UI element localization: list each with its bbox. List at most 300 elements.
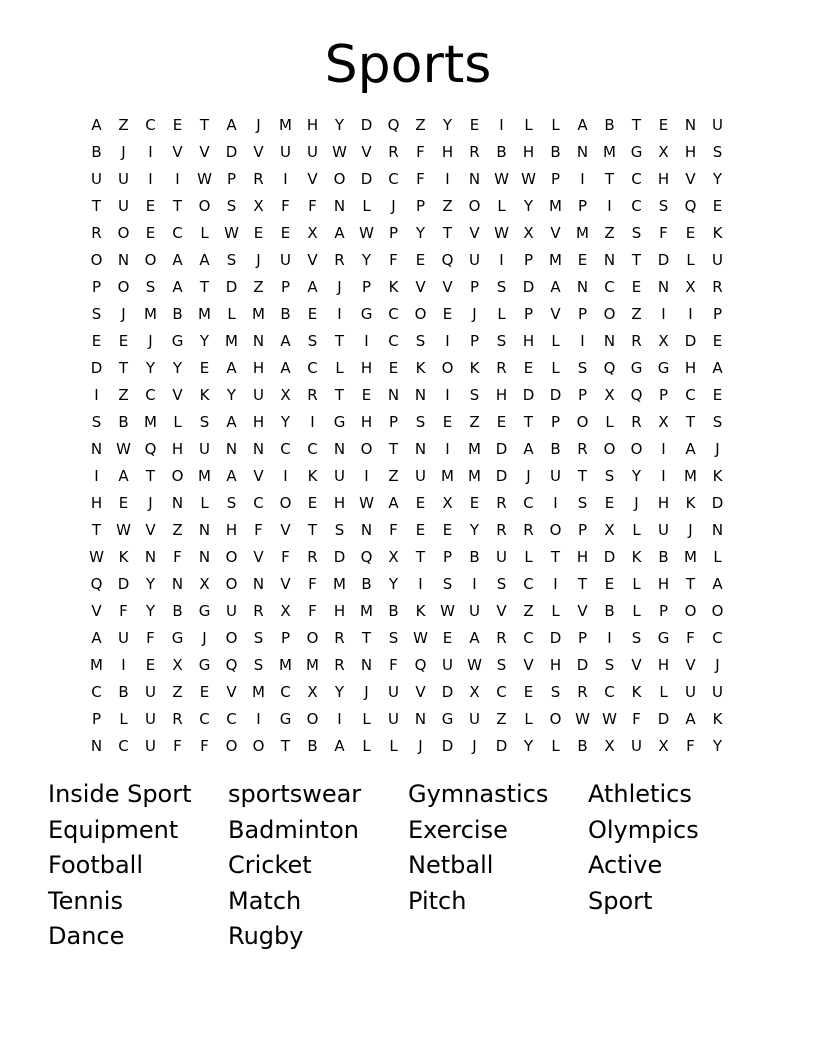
grid-letter[interactable]: I xyxy=(499,116,504,134)
grid-letter[interactable]: H xyxy=(684,359,697,377)
grid-letter[interactable]: R xyxy=(577,440,588,458)
grid-letter[interactable]: E xyxy=(712,386,723,404)
grid-letter[interactable]: X xyxy=(469,683,480,701)
grid-letter[interactable]: T xyxy=(199,278,210,296)
grid-letter[interactable]: X xyxy=(658,332,669,350)
grid-letter[interactable]: T xyxy=(631,251,642,269)
grid-letter[interactable]: B xyxy=(658,548,669,566)
grid-letter[interactable]: L xyxy=(200,224,209,242)
grid-letter[interactable]: B xyxy=(307,737,318,755)
grid-letter[interactable]: O xyxy=(603,305,616,323)
grid-letter[interactable]: V xyxy=(280,521,291,539)
grid-letter[interactable]: N xyxy=(144,548,157,566)
grid-letter[interactable]: P xyxy=(658,386,669,404)
grid-letter[interactable]: C xyxy=(523,629,534,647)
grid-letter[interactable]: F xyxy=(416,170,425,188)
grid-letter[interactable]: V xyxy=(253,548,264,566)
grid-letter[interactable]: I xyxy=(364,332,369,350)
grid-letter[interactable]: Y xyxy=(631,467,642,485)
grid-letter[interactable]: Z xyxy=(118,116,129,134)
grid-letter[interactable]: E xyxy=(361,386,372,404)
grid-letter[interactable]: M xyxy=(576,224,589,242)
grid-letter[interactable]: Q xyxy=(387,116,400,134)
grid-letter[interactable]: U xyxy=(685,683,696,701)
grid-letter[interactable]: L xyxy=(551,602,560,620)
grid-letter[interactable]: C xyxy=(226,710,237,728)
grid-letter[interactable]: A xyxy=(577,116,588,134)
grid-letter[interactable]: T xyxy=(118,359,129,377)
grid-letter[interactable]: C xyxy=(145,116,156,134)
grid-letter[interactable]: R xyxy=(523,521,534,539)
grid-letter[interactable]: D xyxy=(117,575,130,593)
grid-letter[interactable]: C xyxy=(523,575,534,593)
grid-letter[interactable]: M xyxy=(225,332,238,350)
grid-letter[interactable]: C xyxy=(388,305,399,323)
grid-letter[interactable]: Y xyxy=(334,116,345,134)
grid-letter[interactable]: P xyxy=(280,278,291,296)
grid-letter[interactable]: I xyxy=(283,170,288,188)
grid-letter[interactable]: T xyxy=(361,629,372,647)
grid-letter[interactable]: S xyxy=(631,629,642,647)
grid-letter[interactable]: S xyxy=(442,575,453,593)
grid-letter[interactable]: Y xyxy=(226,386,237,404)
grid-letter[interactable]: J xyxy=(526,467,531,485)
grid-letter[interactable]: B xyxy=(577,737,588,755)
grid-letter[interactable]: N xyxy=(117,251,130,269)
grid-letter[interactable]: J xyxy=(418,737,423,755)
grid-letter[interactable]: H xyxy=(657,170,670,188)
grid-letter[interactable]: P xyxy=(523,305,534,323)
grid-letter[interactable]: T xyxy=(442,224,453,242)
grid-letter[interactable]: S xyxy=(577,359,588,377)
grid-letter[interactable]: K xyxy=(388,278,399,296)
grid-letter[interactable]: V xyxy=(280,575,291,593)
grid-letter[interactable]: K xyxy=(631,683,642,701)
grid-letter[interactable]: O xyxy=(279,494,292,512)
grid-letter[interactable]: S xyxy=(226,251,237,269)
grid-letter[interactable]: I xyxy=(553,494,558,512)
grid-letter[interactable]: J xyxy=(715,656,720,674)
grid-letter[interactable]: R xyxy=(307,386,318,404)
grid-letter[interactable]: E xyxy=(685,224,696,242)
grid-letter[interactable]: S xyxy=(145,278,156,296)
grid-letter[interactable]: V xyxy=(550,224,561,242)
grid-letter[interactable]: I xyxy=(364,467,369,485)
grid-letter[interactable]: N xyxy=(603,251,616,269)
grid-letter[interactable]: P xyxy=(226,170,237,188)
grid-letter[interactable]: A xyxy=(469,629,480,647)
grid-letter[interactable]: O xyxy=(225,575,238,593)
grid-letter[interactable]: E xyxy=(631,278,642,296)
grid-letter[interactable]: R xyxy=(496,629,507,647)
grid-letter[interactable]: J xyxy=(256,116,261,134)
grid-letter[interactable]: I xyxy=(580,332,585,350)
grid-letter[interactable]: N xyxy=(414,386,427,404)
grid-letter[interactable]: O xyxy=(117,278,130,296)
grid-letter[interactable]: M xyxy=(90,656,103,674)
grid-letter[interactable]: S xyxy=(253,656,264,674)
grid-letter[interactable]: N xyxy=(333,440,346,458)
grid-letter[interactable]: B xyxy=(604,116,615,134)
grid-letter[interactable]: O xyxy=(117,224,130,242)
grid-letter[interactable]: D xyxy=(522,386,535,404)
grid-letter[interactable]: Y xyxy=(442,116,453,134)
grid-letter[interactable]: F xyxy=(200,737,209,755)
grid-letter[interactable]: Y xyxy=(415,224,426,242)
grid-letter[interactable]: B xyxy=(91,143,102,161)
grid-letter[interactable]: Z xyxy=(469,413,480,431)
grid-letter[interactable]: N xyxy=(171,494,184,512)
grid-letter[interactable]: F xyxy=(308,602,317,620)
grid-letter[interactable]: F xyxy=(308,197,317,215)
grid-letter[interactable]: L xyxy=(524,116,533,134)
grid-letter[interactable]: O xyxy=(225,629,238,647)
grid-letter[interactable]: L xyxy=(497,305,506,323)
grid-letter[interactable]: Z xyxy=(172,683,183,701)
grid-letter[interactable]: T xyxy=(685,413,696,431)
grid-letter[interactable]: P xyxy=(361,278,372,296)
grid-letter[interactable]: E xyxy=(199,359,210,377)
grid-letter[interactable]: D xyxy=(711,494,724,512)
grid-letter[interactable]: X xyxy=(604,386,615,404)
grid-letter[interactable]: U xyxy=(550,467,561,485)
grid-letter[interactable]: S xyxy=(550,683,561,701)
grid-letter[interactable]: V xyxy=(442,278,453,296)
grid-letter[interactable]: I xyxy=(175,170,180,188)
grid-letter[interactable]: V xyxy=(685,656,696,674)
grid-letter[interactable]: D xyxy=(684,332,697,350)
grid-letter[interactable]: E xyxy=(118,332,129,350)
grid-letter[interactable]: L xyxy=(389,737,398,755)
grid-letter[interactable]: S xyxy=(631,224,642,242)
grid-letter[interactable]: J xyxy=(337,278,342,296)
grid-letter[interactable]: F xyxy=(389,521,398,539)
grid-letter[interactable]: B xyxy=(172,305,183,323)
grid-letter[interactable]: H xyxy=(441,143,454,161)
grid-letter[interactable]: I xyxy=(94,386,99,404)
grid-letter[interactable]: E xyxy=(442,413,453,431)
grid-letter[interactable]: I xyxy=(580,170,585,188)
grid-letter[interactable]: R xyxy=(496,494,507,512)
grid-letter[interactable]: U xyxy=(469,710,480,728)
grid-letter[interactable]: U xyxy=(712,116,723,134)
grid-letter[interactable]: X xyxy=(685,278,696,296)
grid-letter[interactable]: I xyxy=(661,305,666,323)
grid-letter[interactable]: W xyxy=(602,710,617,728)
grid-letter[interactable]: D xyxy=(225,143,238,161)
grid-letter[interactable]: C xyxy=(604,683,615,701)
grid-letter[interactable]: B xyxy=(550,440,561,458)
grid-letter[interactable]: L xyxy=(335,359,344,377)
grid-letter[interactable]: T xyxy=(334,332,345,350)
grid-letter[interactable]: V xyxy=(199,143,210,161)
grid-letter[interactable]: S xyxy=(226,494,237,512)
grid-letter[interactable]: A xyxy=(91,629,102,647)
grid-letter[interactable]: H xyxy=(225,521,238,539)
grid-letter[interactable]: C xyxy=(388,170,399,188)
grid-letter[interactable]: N xyxy=(360,656,373,674)
grid-letter[interactable]: G xyxy=(657,359,670,377)
grid-letter[interactable]: E xyxy=(307,305,318,323)
grid-letter[interactable]: W xyxy=(359,494,374,512)
grid-letter[interactable]: W xyxy=(116,440,131,458)
grid-letter[interactable]: D xyxy=(522,278,535,296)
grid-letter[interactable]: H xyxy=(495,386,508,404)
grid-letter[interactable]: M xyxy=(198,305,211,323)
grid-letter[interactable]: K xyxy=(712,710,723,728)
grid-letter[interactable]: C xyxy=(604,278,615,296)
grid-letter[interactable]: U xyxy=(658,521,669,539)
grid-letter[interactable]: D xyxy=(657,251,670,269)
grid-letter[interactable]: W xyxy=(494,170,509,188)
grid-letter[interactable]: Q xyxy=(684,197,697,215)
grid-letter[interactable]: R xyxy=(253,170,264,188)
grid-letter[interactable]: U xyxy=(388,710,399,728)
grid-letter[interactable]: D xyxy=(495,737,508,755)
grid-letter[interactable]: U xyxy=(442,656,453,674)
grid-letter[interactable]: W xyxy=(116,521,131,539)
grid-letter[interactable]: T xyxy=(577,575,588,593)
grid-letter[interactable]: T xyxy=(550,548,561,566)
grid-letter[interactable]: H xyxy=(360,359,373,377)
grid-letter[interactable]: U xyxy=(496,548,507,566)
grid-letter[interactable]: D xyxy=(549,629,562,647)
grid-letter[interactable]: L xyxy=(713,548,722,566)
grid-letter[interactable]: V xyxy=(226,683,237,701)
grid-letter[interactable]: L xyxy=(686,251,695,269)
grid-letter[interactable]: V xyxy=(91,602,102,620)
grid-letter[interactable]: H xyxy=(333,494,346,512)
grid-letter[interactable]: V xyxy=(415,278,426,296)
grid-letter[interactable]: E xyxy=(415,251,426,269)
grid-letter[interactable]: R xyxy=(712,278,723,296)
grid-letter[interactable]: M xyxy=(441,467,454,485)
grid-letter[interactable]: L xyxy=(551,332,560,350)
grid-letter[interactable]: P xyxy=(388,413,399,431)
grid-letter[interactable]: J xyxy=(472,737,477,755)
grid-letter[interactable]: H xyxy=(333,602,346,620)
grid-letter[interactable]: R xyxy=(172,710,183,728)
grid-letter[interactable]: E xyxy=(415,494,426,512)
grid-letter[interactable]: F xyxy=(146,629,155,647)
grid-letter[interactable]: A xyxy=(280,332,291,350)
grid-letter[interactable]: N xyxy=(360,521,373,539)
grid-letter[interactable]: X xyxy=(388,548,399,566)
grid-letter[interactable]: V xyxy=(172,143,183,161)
grid-letter[interactable]: L xyxy=(551,737,560,755)
grid-letter[interactable]: S xyxy=(253,629,264,647)
grid-letter[interactable]: U xyxy=(145,737,156,755)
grid-letter[interactable]: P xyxy=(577,629,588,647)
grid-letter[interactable]: E xyxy=(442,629,453,647)
grid-letter[interactable]: S xyxy=(226,197,237,215)
grid-letter[interactable]: K xyxy=(118,548,129,566)
grid-letter[interactable]: V xyxy=(307,251,318,269)
grid-letter[interactable]: T xyxy=(91,197,102,215)
grid-letter[interactable]: O xyxy=(549,521,562,539)
grid-letter[interactable]: W xyxy=(413,629,428,647)
grid-letter[interactable]: R xyxy=(334,656,345,674)
grid-letter[interactable]: T xyxy=(280,737,291,755)
grid-letter[interactable]: T xyxy=(172,197,183,215)
grid-letter[interactable]: A xyxy=(91,116,102,134)
grid-letter[interactable]: W xyxy=(494,224,509,242)
grid-letter[interactable]: O xyxy=(225,548,238,566)
grid-letter[interactable]: N xyxy=(576,143,589,161)
grid-letter[interactable]: D xyxy=(549,386,562,404)
grid-letter[interactable]: Q xyxy=(225,656,238,674)
grid-letter[interactable]: A xyxy=(685,710,696,728)
grid-letter[interactable]: J xyxy=(256,251,261,269)
grid-letter[interactable]: Y xyxy=(145,575,156,593)
grid-letter[interactable]: O xyxy=(630,440,643,458)
grid-letter[interactable]: X xyxy=(253,197,264,215)
grid-letter[interactable]: H xyxy=(306,116,319,134)
grid-letter[interactable]: Y xyxy=(523,737,534,755)
grid-letter[interactable]: Q xyxy=(360,548,373,566)
grid-letter[interactable]: R xyxy=(253,602,264,620)
grid-letter[interactable]: T xyxy=(334,386,345,404)
grid-letter[interactable]: Y xyxy=(145,602,156,620)
grid-letter[interactable]: K xyxy=(712,224,723,242)
grid-letter[interactable]: L xyxy=(227,305,236,323)
grid-letter[interactable]: E xyxy=(118,494,129,512)
grid-letter[interactable]: O xyxy=(306,629,319,647)
grid-letter[interactable]: S xyxy=(307,332,318,350)
grid-letter[interactable]: P xyxy=(91,278,102,296)
grid-letter[interactable]: G xyxy=(171,629,184,647)
grid-letter[interactable]: U xyxy=(469,602,480,620)
grid-letter[interactable]: J xyxy=(121,143,126,161)
grid-letter[interactable]: A xyxy=(226,359,237,377)
grid-letter[interactable]: Y xyxy=(712,737,723,755)
grid-letter[interactable]: Z xyxy=(604,224,615,242)
grid-letter[interactable]: C xyxy=(307,440,318,458)
grid-letter[interactable]: N xyxy=(198,548,211,566)
grid-letter[interactable]: U xyxy=(469,251,480,269)
grid-letter[interactable]: C xyxy=(496,683,507,701)
grid-letter[interactable]: O xyxy=(576,413,589,431)
grid-letter[interactable]: A xyxy=(523,440,534,458)
grid-letter[interactable]: W xyxy=(359,224,374,242)
grid-letter[interactable]: M xyxy=(360,602,373,620)
grid-letter[interactable]: D xyxy=(225,278,238,296)
grid-letter[interactable]: N xyxy=(171,575,184,593)
grid-letter[interactable]: S xyxy=(415,413,426,431)
grid-letter[interactable]: I xyxy=(607,197,612,215)
grid-letter[interactable]: F xyxy=(281,197,290,215)
grid-letter[interactable]: E xyxy=(712,332,723,350)
grid-letter[interactable]: V xyxy=(685,170,696,188)
grid-letter[interactable]: R xyxy=(631,413,642,431)
grid-letter[interactable]: S xyxy=(415,332,426,350)
grid-letter[interactable]: M xyxy=(684,467,697,485)
grid-letter[interactable]: U xyxy=(280,251,291,269)
grid-letter[interactable]: L xyxy=(524,548,533,566)
grid-letter[interactable]: U xyxy=(631,737,642,755)
grid-letter[interactable]: P xyxy=(550,170,561,188)
grid-letter[interactable]: H xyxy=(549,656,562,674)
grid-letter[interactable]: M xyxy=(144,305,157,323)
grid-letter[interactable]: R xyxy=(496,359,507,377)
grid-letter[interactable]: O xyxy=(198,197,211,215)
grid-letter[interactable]: O xyxy=(603,440,616,458)
grid-letter[interactable]: P xyxy=(280,629,291,647)
grid-letter[interactable]: M xyxy=(279,656,292,674)
grid-letter[interactable]: D xyxy=(441,683,454,701)
grid-letter[interactable]: L xyxy=(200,494,209,512)
grid-letter[interactable]: V xyxy=(577,602,588,620)
grid-letter[interactable]: F xyxy=(119,602,128,620)
grid-letter[interactable]: A xyxy=(685,440,696,458)
grid-letter[interactable]: T xyxy=(307,521,318,539)
grid-letter[interactable]: T xyxy=(145,467,156,485)
grid-letter[interactable]: K xyxy=(415,602,426,620)
grid-letter[interactable]: N xyxy=(711,521,724,539)
grid-letter[interactable]: O xyxy=(684,602,697,620)
grid-letter[interactable]: F xyxy=(686,629,695,647)
grid-letter[interactable]: M xyxy=(549,251,562,269)
grid-letter[interactable]: N xyxy=(603,332,616,350)
grid-letter[interactable]: Y xyxy=(334,683,345,701)
grid-letter[interactable]: E xyxy=(469,116,480,134)
grid-letter[interactable]: W xyxy=(440,602,455,620)
grid-letter[interactable]: V xyxy=(523,656,534,674)
grid-letter[interactable]: U xyxy=(334,467,345,485)
grid-letter[interactable]: G xyxy=(630,359,643,377)
grid-letter[interactable]: X xyxy=(307,683,318,701)
grid-letter[interactable]: P xyxy=(442,548,453,566)
grid-letter[interactable]: R xyxy=(577,683,588,701)
grid-letter[interactable]: A xyxy=(550,278,561,296)
grid-letter[interactable]: S xyxy=(658,197,669,215)
grid-letter[interactable]: E xyxy=(604,575,615,593)
grid-letter[interactable]: Z xyxy=(631,305,642,323)
grid-letter[interactable]: T xyxy=(199,116,210,134)
grid-letter[interactable]: P xyxy=(91,710,102,728)
grid-letter[interactable]: M xyxy=(549,197,562,215)
grid-letter[interactable]: S xyxy=(496,575,507,593)
grid-letter[interactable]: E xyxy=(523,683,534,701)
grid-letter[interactable]: H xyxy=(252,359,265,377)
grid-letter[interactable]: U xyxy=(415,467,426,485)
grid-letter[interactable]: U xyxy=(145,710,156,728)
grid-letter[interactable]: C xyxy=(280,683,291,701)
grid-letter[interactable]: F xyxy=(389,251,398,269)
grid-letter[interactable]: M xyxy=(306,656,319,674)
grid-letter[interactable]: U xyxy=(253,386,264,404)
grid-letter[interactable]: N xyxy=(684,116,697,134)
grid-letter[interactable]: U xyxy=(145,683,156,701)
grid-letter[interactable]: L xyxy=(362,710,371,728)
grid-letter[interactable]: R xyxy=(631,332,642,350)
grid-letter[interactable]: P xyxy=(658,602,669,620)
grid-letter[interactable]: L xyxy=(362,737,371,755)
grid-letter[interactable]: S xyxy=(388,629,399,647)
grid-letter[interactable]: M xyxy=(252,305,265,323)
grid-letter[interactable]: R xyxy=(334,251,345,269)
grid-letter[interactable]: P xyxy=(523,251,534,269)
grid-letter[interactable]: J xyxy=(472,305,477,323)
grid-letter[interactable]: W xyxy=(575,710,590,728)
grid-letter[interactable]: W xyxy=(521,170,536,188)
grid-letter[interactable]: I xyxy=(121,656,126,674)
grid-letter[interactable]: X xyxy=(658,143,669,161)
grid-letter[interactable]: B xyxy=(118,413,129,431)
grid-letter[interactable]: L xyxy=(551,116,560,134)
grid-letter[interactable]: D xyxy=(360,116,373,134)
grid-letter[interactable]: C xyxy=(118,737,129,755)
